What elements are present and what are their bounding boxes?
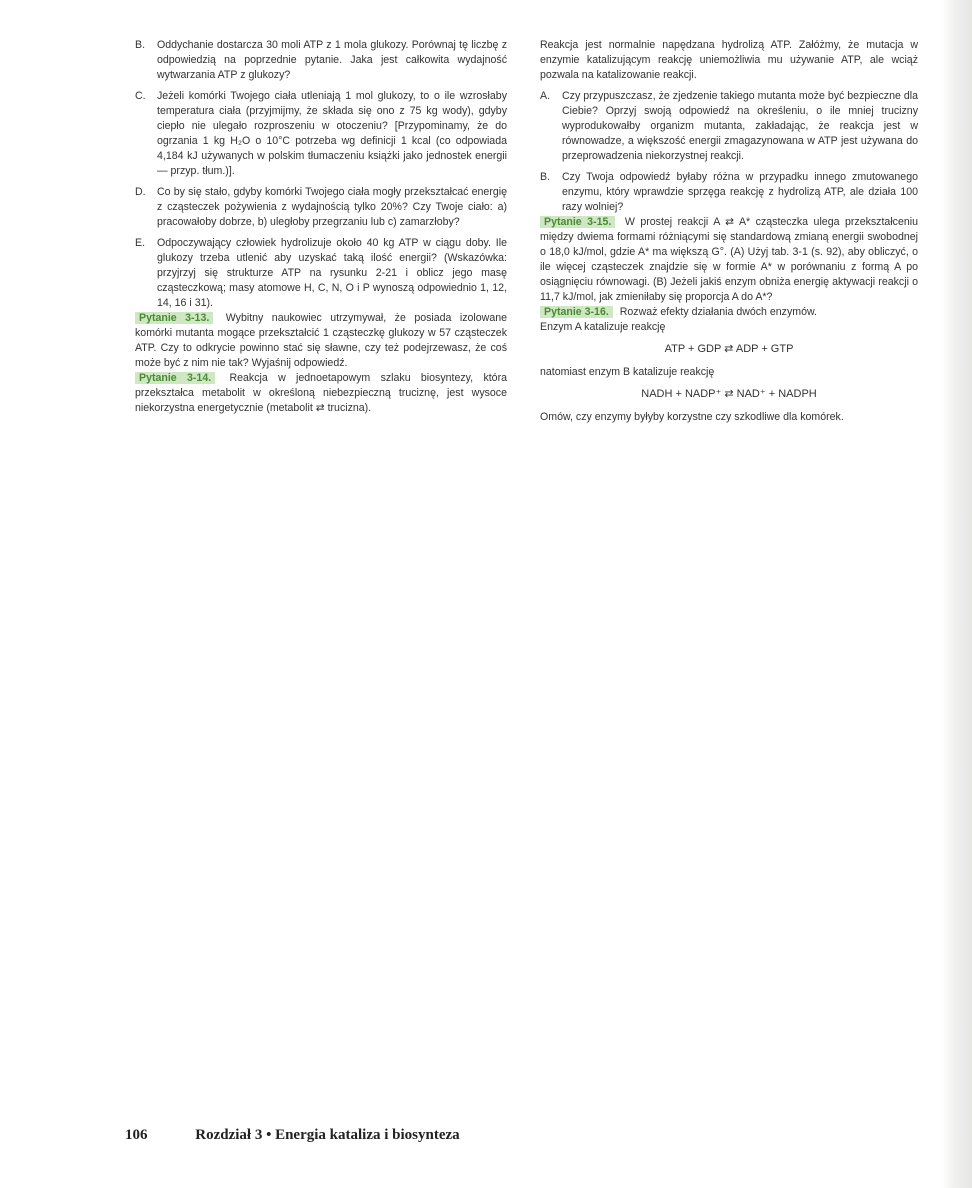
list-item	[135, 185, 507, 230]
item-letter: E.	[135, 237, 146, 249]
question-text: Wybitny naukowiec utrzymywał, że posiada izolowane komórki mutanta mogące przekształcić 1 cząsteczkę glukozy w 57 cząsteczek ATP. Czy to odkrycie powinno stać się sławne, czy też podejrzewasz, że coś może być z nim nie tak? Wyjaśnij odpowiedź.	[135, 312, 508, 369]
item-text: Czy Twoja odpowiedź byłaby różna w przypadku innego zmutowanego enzymu, który wprawdzie sprzęga reakcję z hydrolizą ATP, ale działa 100 razy wolniej?	[562, 171, 918, 213]
question-3-15	[540, 215, 918, 305]
item-text: Oddychanie dostarcza 30 moli ATP z 1 mola glukozy. Porównaj tę liczbę z odpowiedzią na poprzednie pytanie. Jaka jest całkowita wydajność wytwarzania ATP z glukozy?	[157, 39, 507, 81]
question-text: Reakcja w jednoetapowym szlaku biosyntezy, która przekształca metabolit w określoną niebezpieczną truciznę, jest wysoce niekorzystna energetycznie (metabolit ⇄ trucizna).	[135, 372, 507, 414]
page-footer	[125, 1127, 460, 1144]
item-text: Odpoczywający człowiek hydrolizuje około 40 kg ATP w ciągu doby. Ile glukozy trzeba utlenić aby uzyskać taką ilość energii? (Wskazówka: przyjrzyj się strukturze ATP na rysunku 2-21 i oblicz jego masę cząsteczkową; masy atomowe H, C, N, O i P wynoszą odpowiednio 1, 12, 14, 16 i 31).	[157, 237, 507, 309]
item-letter: D.	[135, 186, 146, 198]
list-item	[135, 89, 507, 179]
question-label: Pytanie 3-14.	[135, 372, 215, 384]
list-item	[135, 236, 507, 311]
equation-enzyme-b: NADH + NADP⁺ ⇄ NAD⁺ + NADPH	[641, 388, 817, 400]
question-3-14-continued: Reakcja jest normalnie napędzana hydrolizą ATP. Załóżmy, że mutacja w enzymie katalizującym reakcję uniemożliwia mu używanie ATP, ale wciąż pozwala na katalizowanie reakcji.	[540, 39, 918, 81]
question-3-16-intro: Enzym A katalizuje reakcję	[540, 321, 666, 333]
question-3-13	[135, 311, 507, 371]
left-column	[135, 38, 507, 416]
question-label: Pytanie 3-16.	[540, 306, 613, 318]
item-letter: B.	[135, 39, 146, 51]
list-item	[540, 89, 918, 164]
question-3-16-closing: Omów, czy enzymy byłyby korzystne czy szkodliwe dla komórek.	[540, 411, 844, 423]
question-label: Pytanie 3-15.	[540, 216, 615, 228]
list-item	[540, 170, 918, 215]
question-label: Pytanie 3-13.	[135, 312, 213, 324]
item-text: Co by się stało, gdyby komórki Twojego ciała mogły przekształcać energię z cząsteczek pożywienia z wydajnością tylko 20%? Czy Twoje ciało: a) pracowałoby dobrze, b) uległoby przegrzaniu lub c) zamarzłoby?	[157, 186, 507, 228]
chapter-title: Rozdział 3 • Energia kataliza i biosynteza	[195, 1127, 460, 1143]
right-column	[540, 38, 918, 425]
item-text: Jeżeli komórki Twojego ciała utleniają 1 mol glukozy, to o ile wzrosłaby temperatura ciała (przyjmijmy, że składa się ono z 75 kg wody), gdyby ciepło nie ulegało rozproszeniu w otoczeniu? [Przypominamy, że do ogrzania 1 kg H₂O o 10°C potrzeba wg definicji 1 kcal (co odpowiada 4,184 kJ używanych w polskim tłumaczeniu książki jako jednostek energii — przyp. tłum.)].	[157, 90, 507, 177]
list-item	[135, 38, 507, 83]
question-3-16-middle: natomiast enzym B katalizuje reakcję	[540, 366, 715, 378]
item-letter: C.	[135, 90, 146, 102]
question-3-14	[135, 371, 507, 416]
page-edge-shadow	[942, 0, 972, 1188]
item-text: Czy przypuszczasz, że zjedzenie takiego mutanta może być bezpieczne dla Ciebie? Oprzyj swoją odpowiedź na określeniu, o ile mniej trucizny wyprodukowałby organizm mutanta, zakładając, że reakcja jest w równowadze, a większość energii zmagazynowana w ATP jest używana do przeprowadzenia niekorzystnej reakcji.	[562, 90, 918, 162]
question-text: Rozważ efekty działania dwóch enzymów.	[619, 306, 817, 318]
question-3-16	[540, 305, 918, 320]
page-number: 106	[125, 1127, 148, 1143]
equation-enzyme-a: ATP + GDP ⇄ ADP + GTP	[664, 343, 794, 355]
question-text: W prostej reakcji A ⇄ A* cząsteczka ulega przekształceniu między dwiema formami różniącymi się standardową zmianą energii swobodnej o 18,0 kJ/mol, gdzie A* ma większą G°. (A) Użyj tab. 3-1 (s. 92), aby obliczyć, o ile więcej cząsteczek znajdzie się w formie A* w porównaniu z formą A po osiągnięciu równowagi. (B) Jeżeli jakiś enzym obniża energię aktywacji reakcji o 11,7 kJ/mol, jak zmieniłaby się proporcja A do A*?	[540, 216, 918, 303]
item-letter: B.	[540, 171, 551, 183]
item-letter: A.	[540, 90, 551, 102]
